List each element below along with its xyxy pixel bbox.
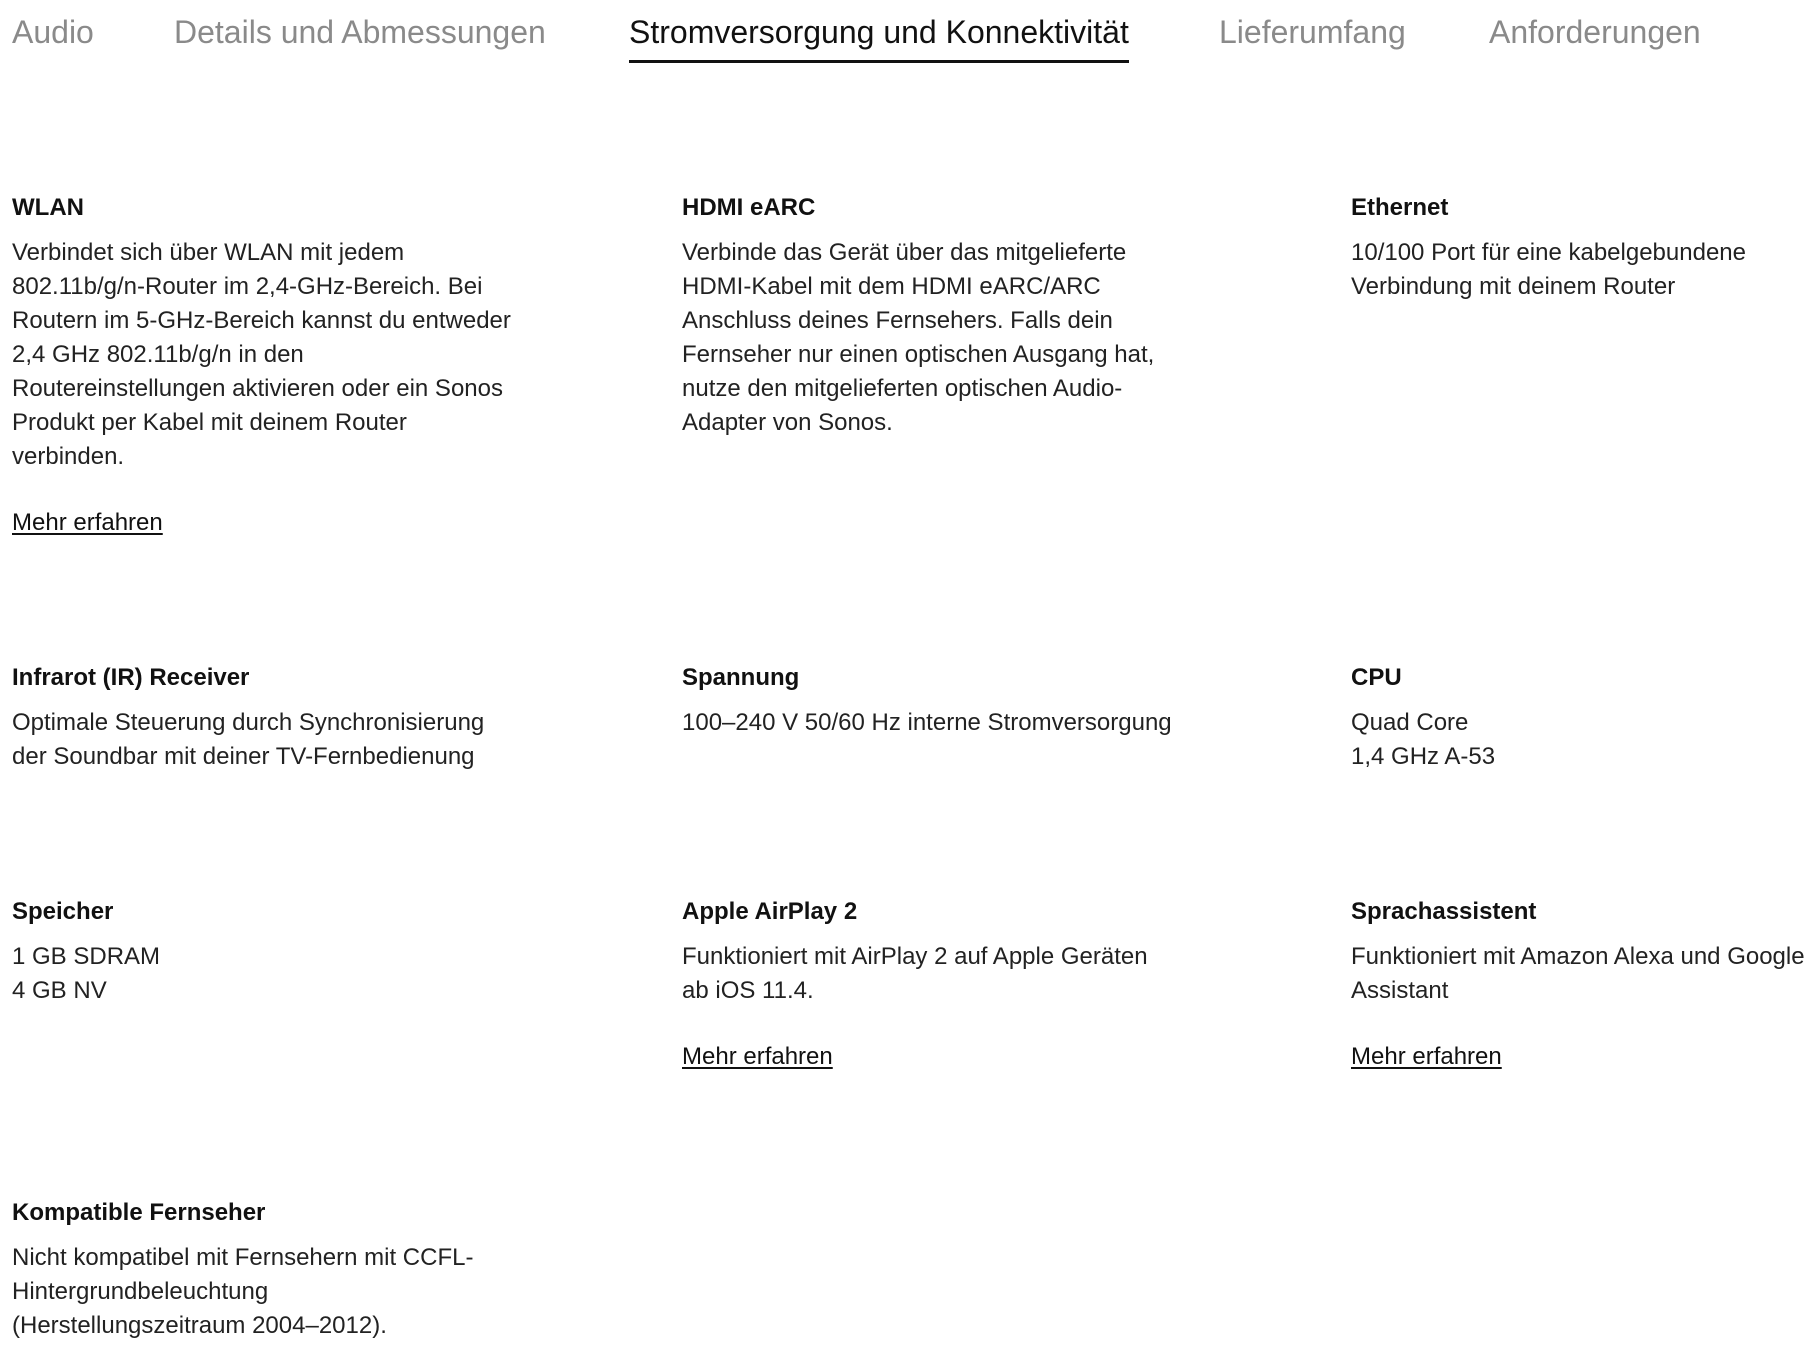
spec-line: Assistant xyxy=(1351,977,1449,1004)
learn-more-link-sprachassistent[interactable]: Mehr erfahren xyxy=(1351,1043,1502,1070)
tab-stromversorgung-und-konnektivitaet[interactable]: Stromversorgung und Konnektivität xyxy=(629,14,1129,50)
tab-details-und-abmessungen[interactable]: Details und Abmessungen xyxy=(174,14,546,50)
spec-line: 1,4 GHz A-53 xyxy=(1351,743,1496,770)
spec-title-apple-airplay-2: Apple AirPlay 2 xyxy=(682,898,858,925)
tab-anforderungen[interactable]: Anforderungen xyxy=(1489,14,1701,50)
spec-line: 100–240 V 50/60 Hz interne Stromversorgung xyxy=(682,709,1172,736)
spec-title-spannung: Spannung xyxy=(682,664,800,691)
spec-line: Routern im 5-GHz-Bereich kannst du entweder xyxy=(12,307,511,334)
spec-text-spannung xyxy=(682,706,1242,740)
learn-more-link-wlan[interactable]: Mehr erfahren xyxy=(12,509,163,536)
spec-text-wlan xyxy=(12,236,572,474)
spec-line: Anschluss deines Fernsehers. Falls dein xyxy=(682,307,1113,334)
tab-lieferumfang[interactable]: Lieferumfang xyxy=(1219,14,1406,50)
spec-line: Hintergrundbeleuchtung xyxy=(12,1278,269,1305)
spec-line: ab iOS 11.4. xyxy=(682,977,814,1004)
spec-text-sprachassistent xyxy=(1351,940,1814,1008)
spec-title-infrarot-receiver: Infrarot (IR) Receiver xyxy=(12,664,250,691)
spec-line: Nicht kompatibel mit Fernsehern mit CCFL- xyxy=(12,1244,474,1271)
spec-line: 1 GB SDRAM xyxy=(12,943,161,970)
spec-text-apple-airplay-2 xyxy=(682,940,1242,1008)
spec-text-ethernet xyxy=(1351,236,1814,304)
spec-line: nutze den mitgelieferten optischen Audio- xyxy=(682,375,1123,402)
learn-more-link-airplay[interactable]: Mehr erfahren xyxy=(682,1043,833,1070)
spec-line: Verbindung mit deinem Router xyxy=(1351,273,1676,300)
spec-line: 802.11b/g/n-Router im 2,4-GHz-Bereich. Bei xyxy=(12,273,483,300)
spec-line: Produkt per Kabel mit deinem Router xyxy=(12,409,407,436)
spec-line: Quad Core xyxy=(1351,709,1469,736)
spec-text-infrarot-receiver xyxy=(12,706,572,774)
spec-text-cpu xyxy=(1351,706,1814,774)
spec-speicher xyxy=(12,896,572,1008)
spec-ethernet xyxy=(1351,192,1814,304)
spec-line: verbinden. xyxy=(12,443,125,470)
spec-title-speicher: Speicher xyxy=(12,898,114,925)
tab-audio[interactable]: Audio xyxy=(12,14,94,50)
spec-title-sprachassistent: Sprachassistent xyxy=(1351,898,1537,925)
spec-hdmi-earc xyxy=(682,192,1242,440)
spec-line: (Herstellungszeitraum 2004–2012). xyxy=(12,1312,387,1339)
spec-text-speicher xyxy=(12,940,572,1008)
spec-text-hdmi-earc xyxy=(682,236,1242,440)
spec-line: Verbindet sich über WLAN mit jedem xyxy=(12,239,405,266)
spec-spannung xyxy=(682,662,1242,740)
spec-line: 2,4 GHz 802.11b/g/n in den xyxy=(12,341,304,368)
spec-line: Funktioniert mit Amazon Alexa und Google xyxy=(1351,943,1805,970)
spec-title-cpu: CPU xyxy=(1351,664,1402,691)
spec-tabs xyxy=(0,0,1814,80)
spec-line: HDMI-Kabel mit dem HDMI eARC/ARC xyxy=(682,273,1101,300)
spec-line: Fernseher nur einen optischen Ausgang hat, xyxy=(682,341,1155,368)
spec-line: Routereinstellungen aktivieren oder ein Sonos xyxy=(12,375,503,402)
spec-title-ethernet: Ethernet xyxy=(1351,194,1449,221)
spec-line: Adapter von Sonos. xyxy=(682,409,893,436)
spec-line: der Soundbar mit deiner TV-Fernbedienung xyxy=(12,743,475,770)
spec-apple-airplay-2 xyxy=(682,896,1242,1074)
spec-text-kompatible-fernseher xyxy=(12,1241,572,1343)
spec-cpu xyxy=(1351,662,1814,774)
spec-infrarot-receiver xyxy=(12,662,572,774)
spec-sprachassistent xyxy=(1351,896,1814,1074)
spec-title-wlan: WLAN xyxy=(12,194,84,221)
spec-line: Optimale Steuerung durch Synchronisierung xyxy=(12,709,485,736)
spec-wlan xyxy=(12,192,572,540)
spec-line: Funktioniert mit AirPlay 2 auf Apple Geräten xyxy=(682,943,1148,970)
spec-line: 4 GB NV xyxy=(12,977,107,1004)
spec-kompatible-fernseher xyxy=(12,1197,572,1343)
spec-line: 10/100 Port für eine kabelgebundene xyxy=(1351,239,1746,266)
spec-title-hdmi-earc: HDMI eARC xyxy=(682,194,816,221)
spec-line: Verbinde das Gerät über das mitgelieferte xyxy=(682,239,1127,266)
spec-title-kompatible-fernseher: Kompatible Fernseher xyxy=(12,1199,266,1226)
